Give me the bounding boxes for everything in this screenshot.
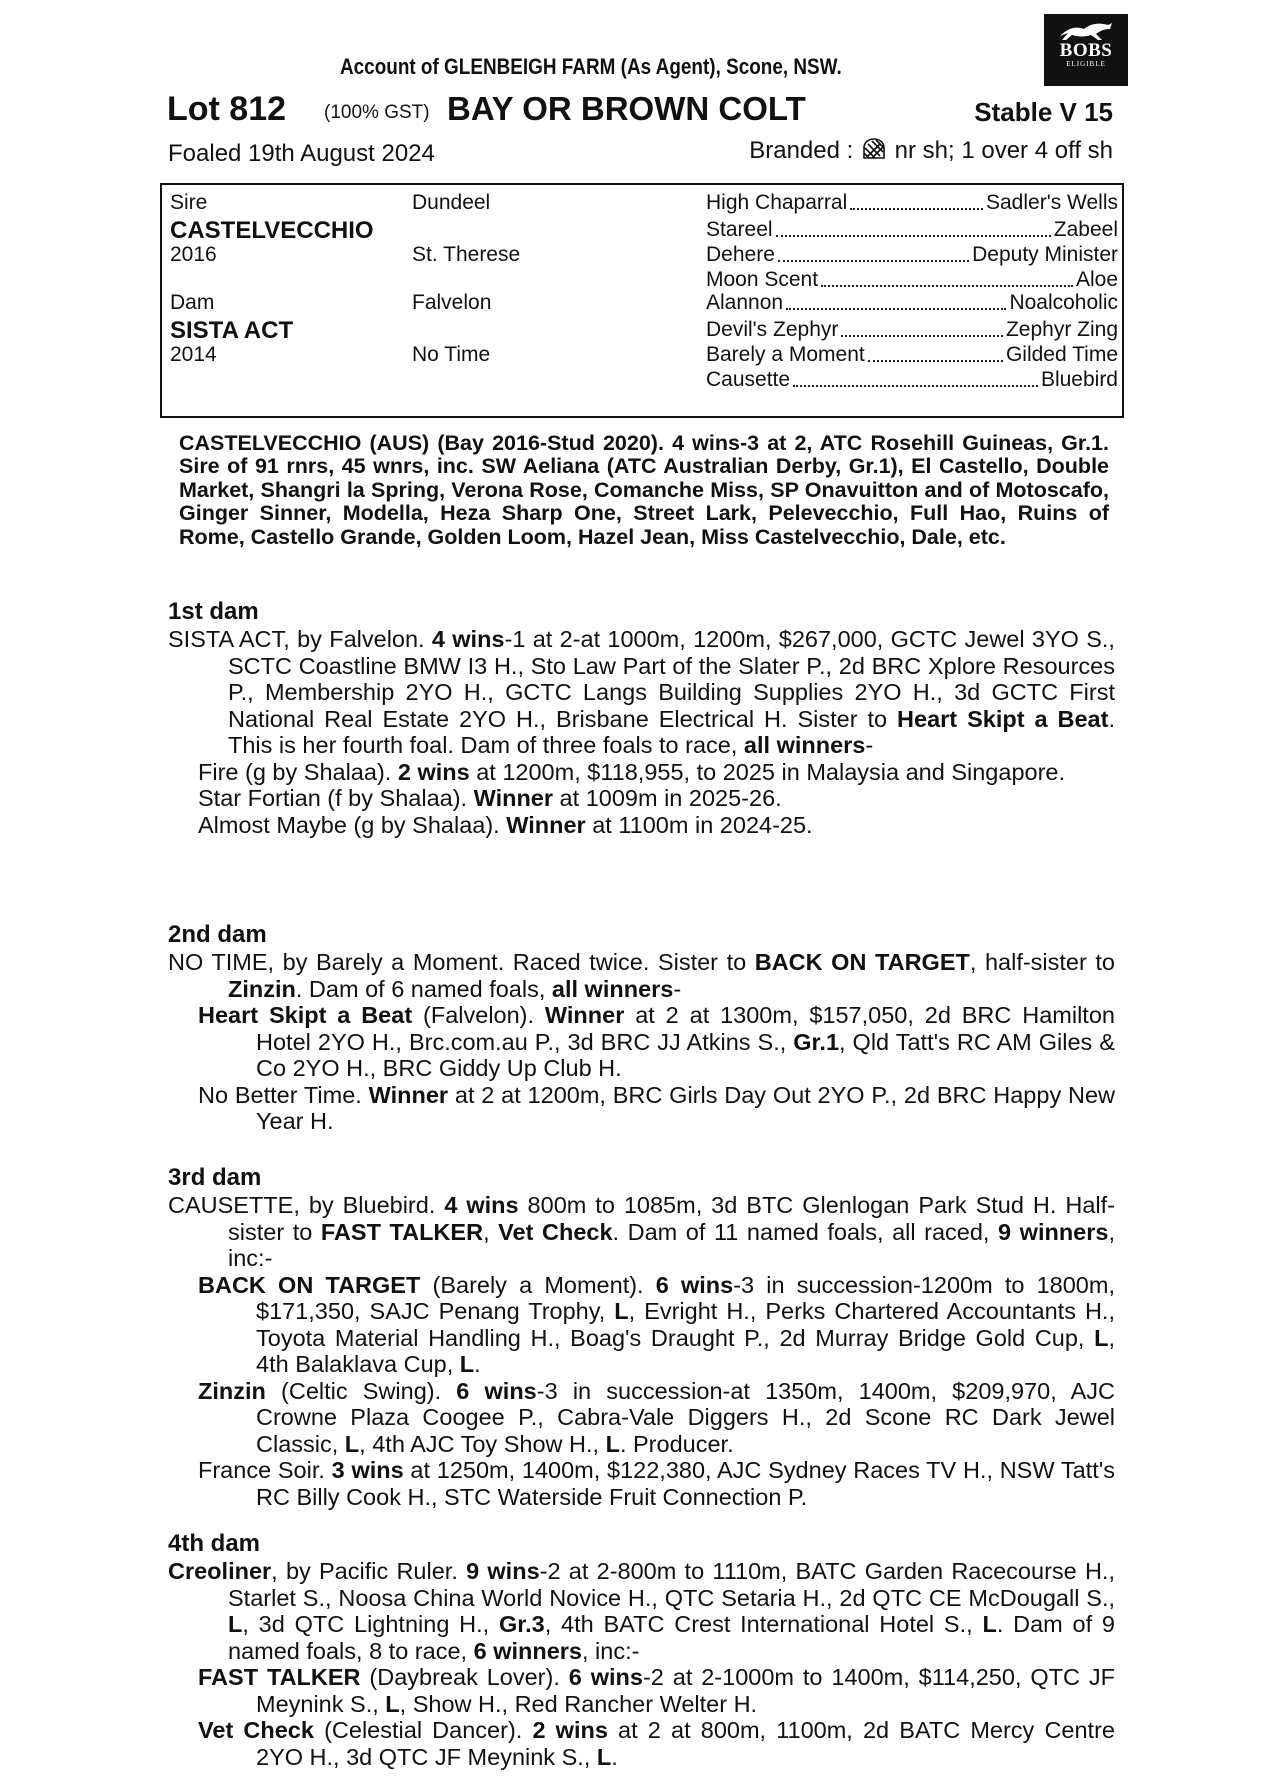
- ancestor-name: High Chaparral: [706, 191, 848, 214]
- section-heading: 2nd dam: [168, 921, 267, 948]
- ancestor-sire: Aloe: [1075, 268, 1118, 291]
- progeny-record: France Soir. 3 wins at 1250m, 1400m, $122,380, AJC Sydney Races TV H., NSW Tatt's RC Billy Cook H., STC Waterside Fruit Connection P.: [198, 1457, 1115, 1510]
- progeny-record: Heart Skipt a Beat (Falvelon). Winner at 2 at 1300m, $157,050, 2d BRC Hamilton Hotel 2YO H., Brc.com.au P., 3d BRC JJ Atkins S., Gr.1, Qld Tatt's RC AM Giles & Co 2YO H., BRC Giddy Up Club H.: [198, 1002, 1115, 1081]
- gst-note: (100% GST): [324, 102, 430, 123]
- dam-dam: No Time: [412, 343, 491, 366]
- progeny-record: Almost Maybe (g by Shalaa). Winner at 1100m in 2024-25.: [198, 811, 813, 838]
- ancestor-sire: Zephyr Zing: [1005, 318, 1118, 341]
- dam-record: NO TIME, by Barely a Moment. Raced twice. Sister to BACK ON TARGET, half-sister to Zinzin. Dam of 6 named foals, all winners-: [168, 949, 1115, 1002]
- ancestor-name: Barely a Moment: [706, 343, 865, 366]
- ancestor-sire: Gilded Time: [1005, 343, 1118, 366]
- fourth-dam-section: [168, 1530, 1115, 1770]
- dam-record: Creoliner, by Pacific Ruler. 9 wins-2 at 2-800m to 1110m, BATC Garden Racecourse H., Starlet S., Noosa China World Novice H., QTC Setaria H., 2d QTC CE McDougall S., L, 3d QTC Lightning H., Gr.3, 4th BATC Crest International Hotel S., L. Dam of 9 named foals, 8 to race, 6 winners, inc:-: [168, 1558, 1115, 1664]
- ancestor-sire: Noalcoholic: [1009, 291, 1118, 314]
- lot-header: [167, 90, 1113, 130]
- sire-year: 2016: [170, 243, 217, 266]
- third-gen-row: [706, 343, 1118, 367]
- third-gen-row: [706, 218, 1118, 242]
- sire-name: CASTELVECCHIO: [170, 217, 374, 244]
- progeny-record: Vet Check (Celestial Dancer). 2 wins at 2 at 800m, 1100m, 2d BATC Mercy Centre 2YO H., 3d QTC JF Meynink S., L.: [198, 1717, 1115, 1770]
- pedigree-table: [160, 183, 1124, 418]
- sire-sire: Dundeel: [412, 191, 491, 214]
- vendor-account: Account of GLENBEIGH FARM (As Agent), Scone, NSW.: [340, 54, 842, 79]
- progeny-record: Fire (g by Shalaa). 2 wins at 1200m, $118,955, to 2025 in Malaysia and Singapore.: [198, 758, 1066, 785]
- ancestor-name: Devil's Zephyr: [706, 318, 839, 341]
- first-dam-section: [168, 598, 1115, 838]
- ancestor-name: Stareel: [706, 218, 773, 241]
- third-gen-row: [706, 191, 1118, 215]
- horse-description: BAY OR BROWN COLT: [447, 90, 806, 127]
- third-gen-row: [706, 368, 1118, 392]
- foaled-date: Foaled 19th August 2024: [168, 140, 435, 167]
- ancestor-name: Dehere: [706, 243, 775, 266]
- progeny-record: Star Fortian (f by Shalaa). Winner at 1009m in 2025-26.: [198, 785, 782, 811]
- dam-record: SISTA ACT, by Falvelon. 4 wins-1 at 2-at 1000m, 1200m, $267,000, GCTC Jewel 3YO S., SCTC Coastline BMW I3 H., Sto Law Part of the Slater P., 2d BRC Xplore Resources P., Membership 2YO H., GCTC Langs Building Supplies 2YO H., 3d GCTC First National Real Estate 2YO H., Brisbane Electrical H. Sister to Heart Skipt a Beat. This is her fourth foal. Dam of three foals to race, all winners-: [168, 626, 1115, 758]
- dam-name: SISTA ACT: [170, 317, 294, 344]
- third-gen-row: [706, 318, 1118, 342]
- ancestor-name: Moon Scent: [706, 268, 819, 291]
- third-gen-row: [706, 243, 1118, 267]
- ancestor-sire: Deputy Minister: [972, 243, 1118, 266]
- sire-label: Sire: [170, 191, 208, 214]
- ancestor-name: Causette: [706, 368, 791, 391]
- bobs-eligible-logo: [1044, 14, 1128, 86]
- running-horse-icon: [1058, 20, 1114, 42]
- ancestor-sire: Sadler's Wells: [986, 191, 1118, 214]
- ancestor-sire: Bluebird: [1040, 368, 1118, 391]
- branded-detail: nr sh; 1 over 4 off sh: [894, 137, 1113, 164]
- progeny-record: Zinzin (Celtic Swing). 6 wins-3 in succession-at 1350m, 1400m, $209,970, AJC Crowne Plaza Coogee P., Cabra-Vale Diggers H., 2d Scone RC Dark Jewel Classic, L, 4th AJC Toy Show H., L. Producer.: [198, 1377, 1115, 1457]
- branded-info: [749, 136, 1113, 165]
- progeny-record: No Better Time. Winner at 2 at 1200m, BRC Girls Day Out 2YO P., 2d BRC Happy New Year H.: [198, 1081, 1116, 1134]
- sire-dam: St. Therese: [412, 243, 521, 266]
- section-heading: 4th dam: [168, 1530, 261, 1557]
- third-dam-section: [168, 1164, 1115, 1510]
- lot-number: Lot 812: [167, 90, 287, 128]
- second-dam-section: [168, 921, 1115, 1135]
- progeny-record: FAST TALKER (Daybreak Lover). 6 wins-2 at 2-1000m to 1400m, $114,250, QTC JF Meynink S., L, Show H., Red Rancher Welter H.: [198, 1664, 1115, 1717]
- dam-sire: Falvelon: [412, 291, 492, 314]
- sire-summary: CASTELVECCHIO (AUS) (Bay 2016-Stud 2020). 4 wins-3 at 2, ATC Rosehill Guineas, Gr.1. Sire of 91 rnrs, 45 wnrs, inc. SW Aeliana (ATC Australian Derby, Gr.1), El Castello, Double Market, Shangri la Spring, Verona Rose, Comanche Miss, SP Onavuitton and of Motoscafo, Ginger Sinner, Modella, Heza Sharp One, Street Lark, Pelevecchio, Full Hao, Ruins of Rome, Castello Grande, Golden Loom, Hazel Jean, Miss Castelvecchio, Dale, etc.: [179, 431, 1109, 549]
- section-heading: 1st dam: [168, 598, 259, 625]
- dam-record: CAUSETTE, by Bluebird. 4 wins 800m to 1085m, 3d BTC Glenlogan Park Stud H. Half-sister to FAST TALKER, Vet Check. Dam of 11 named foals, all raced, 9 winners, inc:-: [168, 1192, 1115, 1271]
- third-gen-row: [706, 291, 1118, 315]
- brand-mark-icon: [860, 136, 888, 162]
- ancestor-name: Alannon: [706, 291, 784, 314]
- branded-label: Branded :: [749, 137, 854, 164]
- stable-location: Stable V 15: [974, 97, 1113, 127]
- logo-title: BOBS: [1059, 40, 1113, 61]
- section-heading: 3rd dam: [168, 1164, 262, 1191]
- dam-label: Dam: [170, 291, 215, 314]
- dam-year: 2014: [170, 343, 217, 366]
- ancestor-sire: Zabeel: [1053, 218, 1118, 241]
- third-gen-row: [706, 268, 1118, 292]
- progeny-record: BACK ON TARGET (Barely a Moment). 6 wins-3 in succession-1200m to 1800m, $171,350, SAJC Penang Trophy, L, Evright H., Perks Chartered Accountants H., Toyota Material Handling H., Boag's Draught P., 2d Murray Bridge Gold Cup, L, 4th Balaklava Cup, L.: [198, 1271, 1115, 1377]
- logo-subtitle: ELIGIBLE: [1066, 60, 1106, 68]
